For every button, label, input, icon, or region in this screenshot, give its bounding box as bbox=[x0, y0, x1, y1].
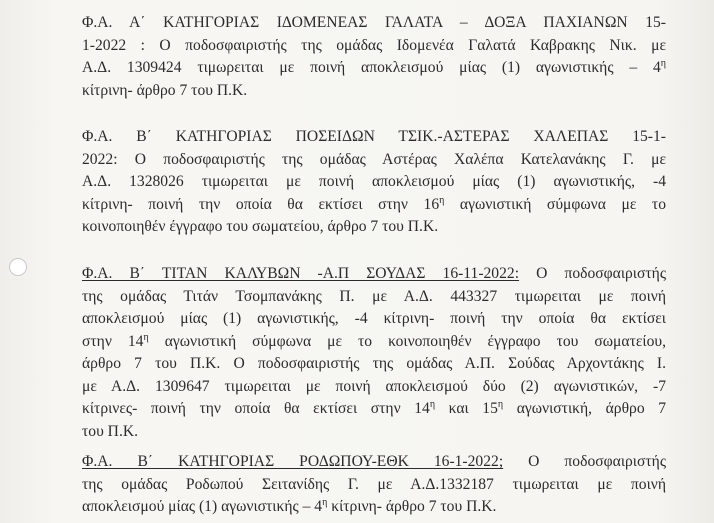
text-line: της ομάδας Ροδωπού Σειτανίδης Γ. με Α.Δ.1332187 τιμωρειται με ποινή bbox=[82, 475, 666, 493]
ruling-paragraph-4 bbox=[82, 451, 666, 519]
text-line: κίτρινες- ποινή την οποία θα εκτίσει στην $14^\eta$ και $15^\eta$ αγωνιστική, άρθρο 7 bbox=[82, 398, 667, 417]
text-line: της ομάδας Τιτάν Τσομπανάκης Π. με Α.Δ. 443327 τιμωρειται με ποινή bbox=[82, 287, 666, 305]
text-line: κίτρινη- ποινή την οποία θα εκτίσει στην $16^\eta$ αγωνιστική σύμφωνα με το bbox=[82, 194, 666, 213]
text-line: 1-2022 : Ο ποδοσφαιριστής της ομάδας Ιδομενέα Γαλατά Καβρακης Νικ. με bbox=[82, 36, 666, 54]
ruling-paragraph-3 bbox=[82, 263, 666, 443]
text-line: κοινοποιηθέν έγγραφο του σωματείου, άρθρο 7 του Π.Κ. bbox=[82, 218, 439, 235]
match-heading: Φ.Α. Β΄ ΚΑΤΗΓΟΡΙΑΣ ΡΟΔΩΠΟΥ-ΕΘΚ 16-1-2022; bbox=[82, 453, 504, 470]
text-line: Φ.Α. Β΄ ΚΑΤΗΓΟΡΙΑΣ ΠΟΣΕΙΔΩΝ ΤΣΙΚ.-ΑΣΤΕΡΑΣ ΧΑΛΕΠΑΣ 15-1- bbox=[82, 128, 666, 145]
text-line: Α.Δ. 1328026 τιμωρειται με ποινή αποκλεισμού μίας (1) αγωνιστικής, -4 bbox=[82, 173, 666, 190]
text-line: άρθρο 7 του Π.Κ. Ο ποδοσφαιριστής της ομάδας Α.Π. Σούδας Αρχοντάκης Ι. bbox=[82, 355, 666, 372]
ruling-paragraph-1 bbox=[82, 12, 666, 102]
text-line: στην $14^\eta$ αγωνιστική σύμφωνα με το κοινοποιηθέν έγγραφο του σωματείου, bbox=[82, 331, 666, 350]
ruling-paragraph-2 bbox=[82, 126, 666, 239]
text-line: αποκλεισμού μίας (1) αγωνιστικής, -4 κίτρινη- ποινή την οποία θα εκτίσει bbox=[82, 310, 666, 327]
text-line: Α.Δ. 1309424 τιμωρειται με ποινή αποκλεισμού μίας (1) αγωνιστικής – $4^\eta$ bbox=[82, 57, 666, 76]
text-line: 2022: Ο ποδοσφαιριστής της ομάδας Αστέρας Χαλέπα Κατελανάκης Γ. με bbox=[82, 150, 666, 168]
text-line: αποκλεισμού μίας (1) αγωνιστικής – $4^\eta$ κίτρινη- άρθρο 7 του Π.Κ. bbox=[82, 496, 497, 515]
text-line: Φ.Α. Β΄ ΚΑΤΗΓΟΡΙΑΣ ΡΟΔΩΠΟΥ-ΕΘΚ 16-1-2022; Ο ποδοσφαιριστής bbox=[82, 453, 666, 470]
match-heading: Φ.Α. Β΄ ΤΙΤΑΝ ΚΑΛΥΒΩΝ -Α.Π ΣΟΥΔΑΣ 16-11-2022: bbox=[82, 265, 520, 282]
text-line: με Α.Δ. 1309647 τιμωρειται με ποινή αποκλεισμού δύο (2) αγωνιστικών, -7 bbox=[82, 377, 666, 395]
text-line: Φ.Α. Α΄ ΚΑΤΗΓΟΡΙΑΣ ΙΔΟΜΕΝΕΑΣ ΓΑΛΑΤΑ – ΔΟΞΑ ΠΑΧΙΑΝΩΝ 15- bbox=[82, 14, 666, 31]
text-line: Φ.Α. Β΄ ΤΙΤΑΝ ΚΑΛΥΒΩΝ -Α.Π ΣΟΥΔΑΣ 16-11-2022: Ο ποδοσφαιριστής bbox=[82, 265, 667, 282]
text-line: του Π.Κ. bbox=[82, 422, 139, 440]
text-line: κίτρινη- άρθρο 7 του Π.Κ. bbox=[82, 81, 248, 99]
punch-hole bbox=[9, 258, 27, 276]
